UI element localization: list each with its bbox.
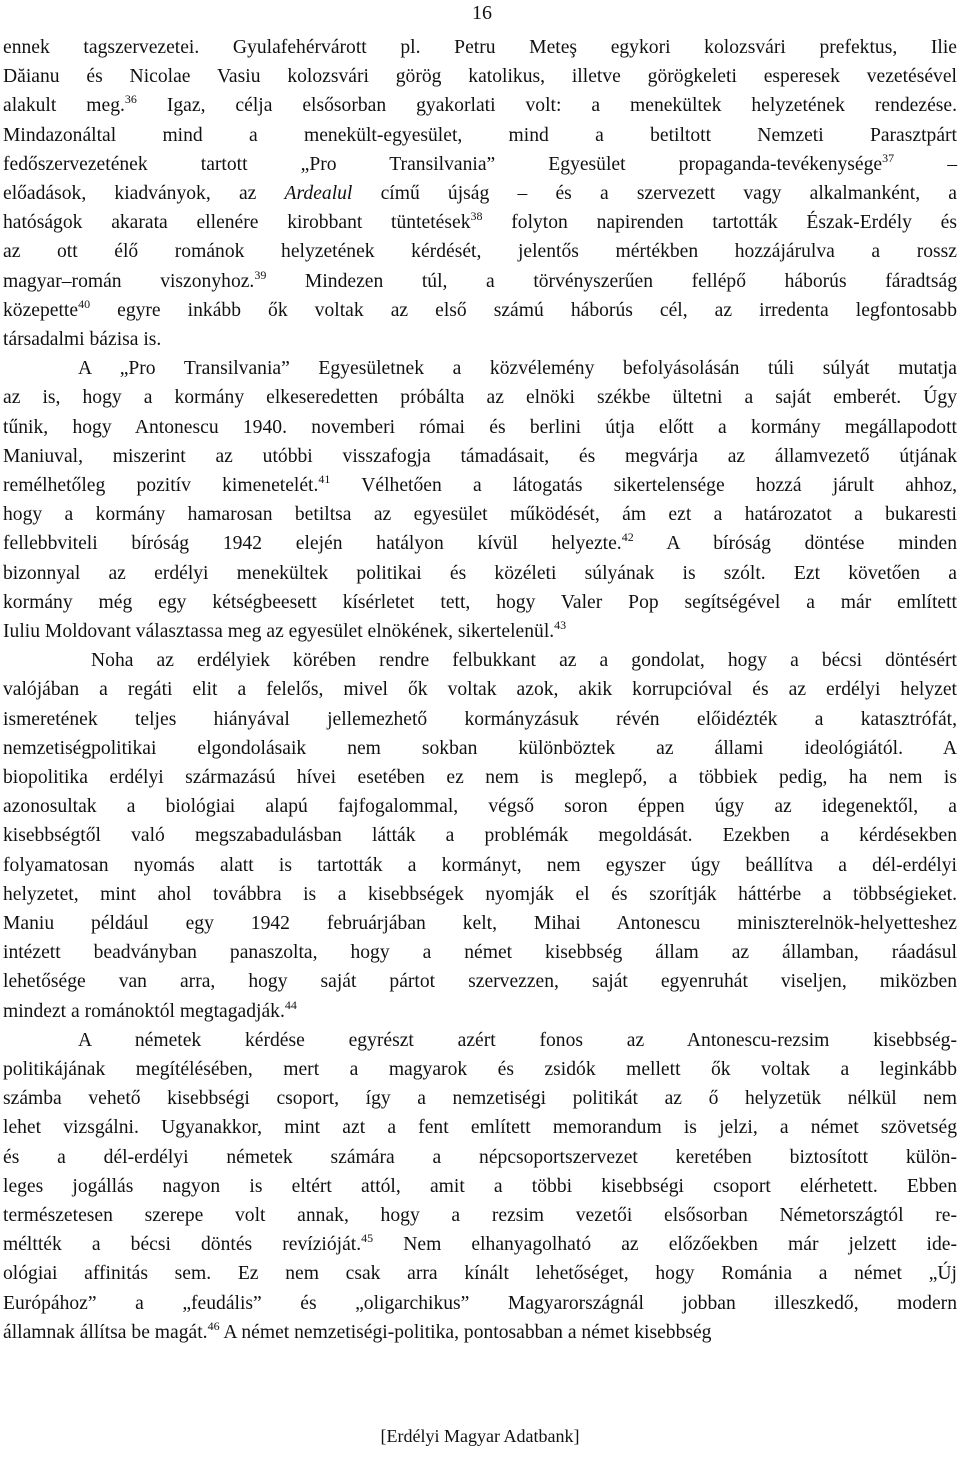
text-line bbox=[3, 471, 957, 500]
footnote-reference: 40 bbox=[78, 296, 91, 311]
text-line bbox=[3, 1084, 957, 1113]
text-run: számba vehető kisebbségi csoport, így a nemzetiségi politikát az ő helyzetük nélkül nem bbox=[3, 1088, 957, 1110]
text-run: alakult meg. bbox=[3, 95, 125, 117]
text-run: Vélhetően a látogatás sikertelensége hozzá járult ahhoz, bbox=[330, 475, 957, 496]
text-line bbox=[3, 909, 957, 938]
text-run: Mindezen túl, a törvényszerűen fellépő háborús fáradtság bbox=[266, 270, 957, 292]
text-line bbox=[3, 588, 957, 617]
text-line bbox=[3, 442, 957, 471]
text-line bbox=[3, 91, 957, 120]
text-run: egyre inkább ők voltak az első számú háborús cél, az irredenta legfontosabb bbox=[90, 299, 957, 321]
text-run: Igaz, célja elsősorban gyakorlati volt: a menekültek helyzetének rendezése. bbox=[136, 95, 957, 117]
text-line bbox=[3, 1172, 957, 1201]
text-run: ennek tagszervezetei. Gyulafehérvárott pl. Petru Meteş egykori kolozsvári prefektus, Ilie bbox=[3, 37, 957, 58]
text-line bbox=[91, 646, 957, 675]
text-line bbox=[3, 734, 957, 763]
text-line bbox=[3, 967, 957, 996]
text-run: hogy a kormány hamarosan betiltsa az egyesület működését, ám ezt a határozatot a bukaresti bbox=[3, 504, 957, 526]
text-line bbox=[3, 500, 957, 529]
text-run: bizonnyal az erdélyi menekültek politikai és közéleti súlyának is szólt. Ezt követően a bbox=[3, 562, 957, 584]
text-line bbox=[3, 179, 957, 208]
text-run: A németek kérdése egyrészt azért fonos az Antonescu-rezsim kisebbség- bbox=[78, 1029, 957, 1051]
footnote-reference: 45 bbox=[361, 1231, 374, 1246]
text-line bbox=[3, 267, 957, 296]
text-run: társadalmi bázisa is. bbox=[3, 329, 162, 350]
text-line bbox=[3, 150, 957, 179]
text-run: fedőszervezetének tartott „Pro Transilvania” Egyesület propaganda-tevékenysége bbox=[3, 153, 883, 175]
text-line bbox=[3, 1230, 957, 1259]
text-run: Nem elhanyagolható az előzőekben már jelzett ide- bbox=[373, 1234, 957, 1256]
text-run: kormány még egy kétségbeesett kísérletet tett, hogy Valer Pop segítségével a már említett bbox=[3, 591, 957, 613]
text-line bbox=[3, 705, 957, 734]
text-run: – bbox=[894, 153, 957, 175]
text-run: Noha az erdélyiek körében rendre felbukkant az a gondolat, hogy a bécsi döntésért bbox=[91, 650, 957, 672]
text-run: Dăianu és Nicolae Vasiu kolozsvári görög katolikus, illetve görögkeleti esperesek vezetésével bbox=[3, 66, 957, 88]
footnote-reference: 42 bbox=[621, 530, 634, 545]
text-run: lehet vizsgálni. Ugyanakkor, mint azt a fent említett memorandum is jelzi, a német szövetség bbox=[3, 1117, 957, 1139]
text-run: A „Pro Transilvania” Egyesületnek a közvélemény befolyásolásán túli súlyát mutatja bbox=[78, 358, 957, 380]
text-run: valójában a regáti elit a felelős, mivel ők voltak azok, akik korrupcióval és az erdélyi helyzet bbox=[3, 679, 957, 701]
text-line bbox=[3, 208, 957, 237]
text-run: hatóságok akarata ellenére kirobbant tüntetések bbox=[3, 212, 471, 234]
text-line bbox=[3, 997, 957, 1026]
footnote-reference: 46 bbox=[207, 1318, 220, 1333]
text-run: államnak állítsa be magát. bbox=[3, 1321, 208, 1343]
footnote-reference: 43 bbox=[554, 618, 567, 632]
text-run: kisebbségtől való megszabadulásban látták a problémák megoldását. Ezekben a kérdésekben bbox=[3, 825, 957, 847]
text-run: folyton napirenden tartották Észak-Erdély és bbox=[482, 212, 957, 234]
text-line bbox=[3, 383, 957, 412]
text-line bbox=[78, 354, 957, 383]
footnote-reference: 38 bbox=[470, 209, 483, 224]
text-line bbox=[3, 938, 957, 967]
text-run: Európához” a „feudális” és „oligarchikus” Magyarországnál jobban illeszkedő, modern bbox=[3, 1292, 957, 1314]
text-line bbox=[3, 617, 957, 646]
text-line bbox=[3, 325, 957, 354]
text-run: Maniu például egy 1942 februárjában kelt, Mihai Antonescu miniszterelnök-helyetteshez bbox=[3, 913, 957, 934]
text-run: tűnik, hogy Antonescu 1940. novemberi római és berlini útja előtt a kormány megállapodott bbox=[3, 416, 957, 438]
text-line bbox=[3, 851, 957, 880]
text-line bbox=[3, 237, 957, 266]
text-run: azonosultak a biológiai alapú fajfogalommal, végső soron éppen úgy az idegenektől, a bbox=[3, 796, 957, 818]
text-run: Maniuval, miszerint az utóbbi visszafogja támadásait, és megvárja az államvezető útjának bbox=[3, 445, 957, 467]
text-line bbox=[3, 529, 957, 558]
text-run: című újság – és a szervezett vagy alkalmanként, a bbox=[352, 183, 957, 204]
text-run: közepette bbox=[3, 299, 79, 321]
text-run: folyamatosan nyomás alatt is tartották a kormányt, nem egyszer úgy beállítva a dél-erdélyi bbox=[3, 854, 957, 876]
footnote-reference: 41 bbox=[318, 472, 331, 486]
text-line bbox=[3, 675, 957, 704]
text-run: remélhetőleg pozitív kimenetelét. bbox=[3, 475, 319, 496]
text-line bbox=[3, 763, 957, 792]
text-run: A bíróság döntése minden bbox=[633, 533, 957, 555]
footnote-reference: 36 bbox=[124, 92, 137, 107]
text-line bbox=[3, 413, 957, 442]
text-line bbox=[3, 559, 957, 588]
footnote-reference: 44 bbox=[284, 997, 297, 1012]
text-line bbox=[3, 1143, 957, 1172]
text-run: biopolitika erdélyi származású hívei esetében ez nem is meglepő, a többiek pedig, ha nem is bbox=[3, 767, 957, 788]
text-run: előadások, kiadványok, az bbox=[3, 183, 285, 204]
text-run: nemzetiségpolitikai elgondolásaik nem sokban különböztek az állami ideológiától. A bbox=[3, 737, 957, 759]
footer-source: [Erdélyi Magyar Adatbank] bbox=[380, 1426, 580, 1446]
text-line bbox=[3, 792, 957, 821]
text-line bbox=[3, 1055, 957, 1084]
text-run: fellebbviteli bíróság 1942 elején hatályon kívül helyezte. bbox=[3, 533, 622, 555]
text-line bbox=[78, 1026, 957, 1055]
text-run: Mindazonáltal mind a menekült-egyesület, mind a betiltott Nemzeti Parasztpárt bbox=[3, 124, 957, 146]
text-line bbox=[3, 821, 957, 850]
text-run: helyzetet, mint ahol továbbra is a kisebbségek nyomják el és szorítják háttérbe a többségieket. bbox=[3, 883, 957, 905]
text-run: politikájának megítélésében, mert a magyarok és zsidók mellett ők voltak a leginkább bbox=[3, 1059, 957, 1080]
text-run: és a dél-erdélyi németek számára a népcsoportszervezet keretében biztosított külön- bbox=[3, 1146, 957, 1168]
page-number: 16 bbox=[472, 2, 492, 24]
text-run: Iuliu Moldovant választassa meg az egyesület elnökének, sikertelenül. bbox=[3, 621, 555, 642]
text-line bbox=[3, 296, 957, 325]
text-line bbox=[3, 33, 957, 62]
text-line bbox=[3, 1289, 957, 1318]
text-line bbox=[3, 1113, 957, 1142]
text-run: leges jogállás nagyon is eltért attól, amit a többi kisebbségi csoport elérhetett. Ebben bbox=[3, 1175, 957, 1197]
text-run: méltték a bécsi döntés revízióját. bbox=[3, 1234, 362, 1256]
text-run: magyar–román viszonyhoz. bbox=[3, 270, 255, 292]
text-run: ológiai affinitás sem. Ez nem csak arra kínált lehetőséget, hogy Románia a német „Új bbox=[3, 1263, 957, 1285]
footnote-reference: 39 bbox=[254, 267, 267, 282]
text-run: lehetősége van arra, hogy saját pártot szervezzen, saját egyenruhát viseljen, miközben bbox=[3, 971, 957, 993]
italic-title: Ardealul bbox=[284, 183, 353, 204]
text-line bbox=[3, 121, 957, 150]
text-run: az is, hogy a kormány elkeseredetten próbálta az elnöki székbe ültetni a saját emberét. Úgy bbox=[3, 387, 957, 409]
text-line bbox=[3, 880, 957, 909]
text-run: az ott élő románok helyzetének kérdését, jelentős mértékben hozzájárulva a rossz bbox=[3, 241, 957, 263]
text-line bbox=[3, 1318, 957, 1347]
text-line bbox=[3, 1201, 957, 1230]
text-line bbox=[3, 62, 957, 91]
text-run: természetesen szerepe volt annak, hogy a rezsim vezetői elsősorban Németországtól re- bbox=[3, 1205, 957, 1226]
text-line bbox=[3, 1259, 957, 1288]
text-run: mindezt a románoktól megtagadják. bbox=[3, 1000, 285, 1022]
footnote-reference: 37 bbox=[882, 150, 895, 165]
text-run: intézett beadványban panaszolta, hogy a német kisebbség állam az államban, ráadásul bbox=[3, 942, 957, 964]
text-run: A német nemzetiségi-politika, pontosabban a német kisebbség bbox=[219, 1321, 712, 1343]
text-run: ismeretének teljes hiányával jellemezhető kormányzásuk révén előidézték a katasztrófát, bbox=[3, 708, 957, 730]
